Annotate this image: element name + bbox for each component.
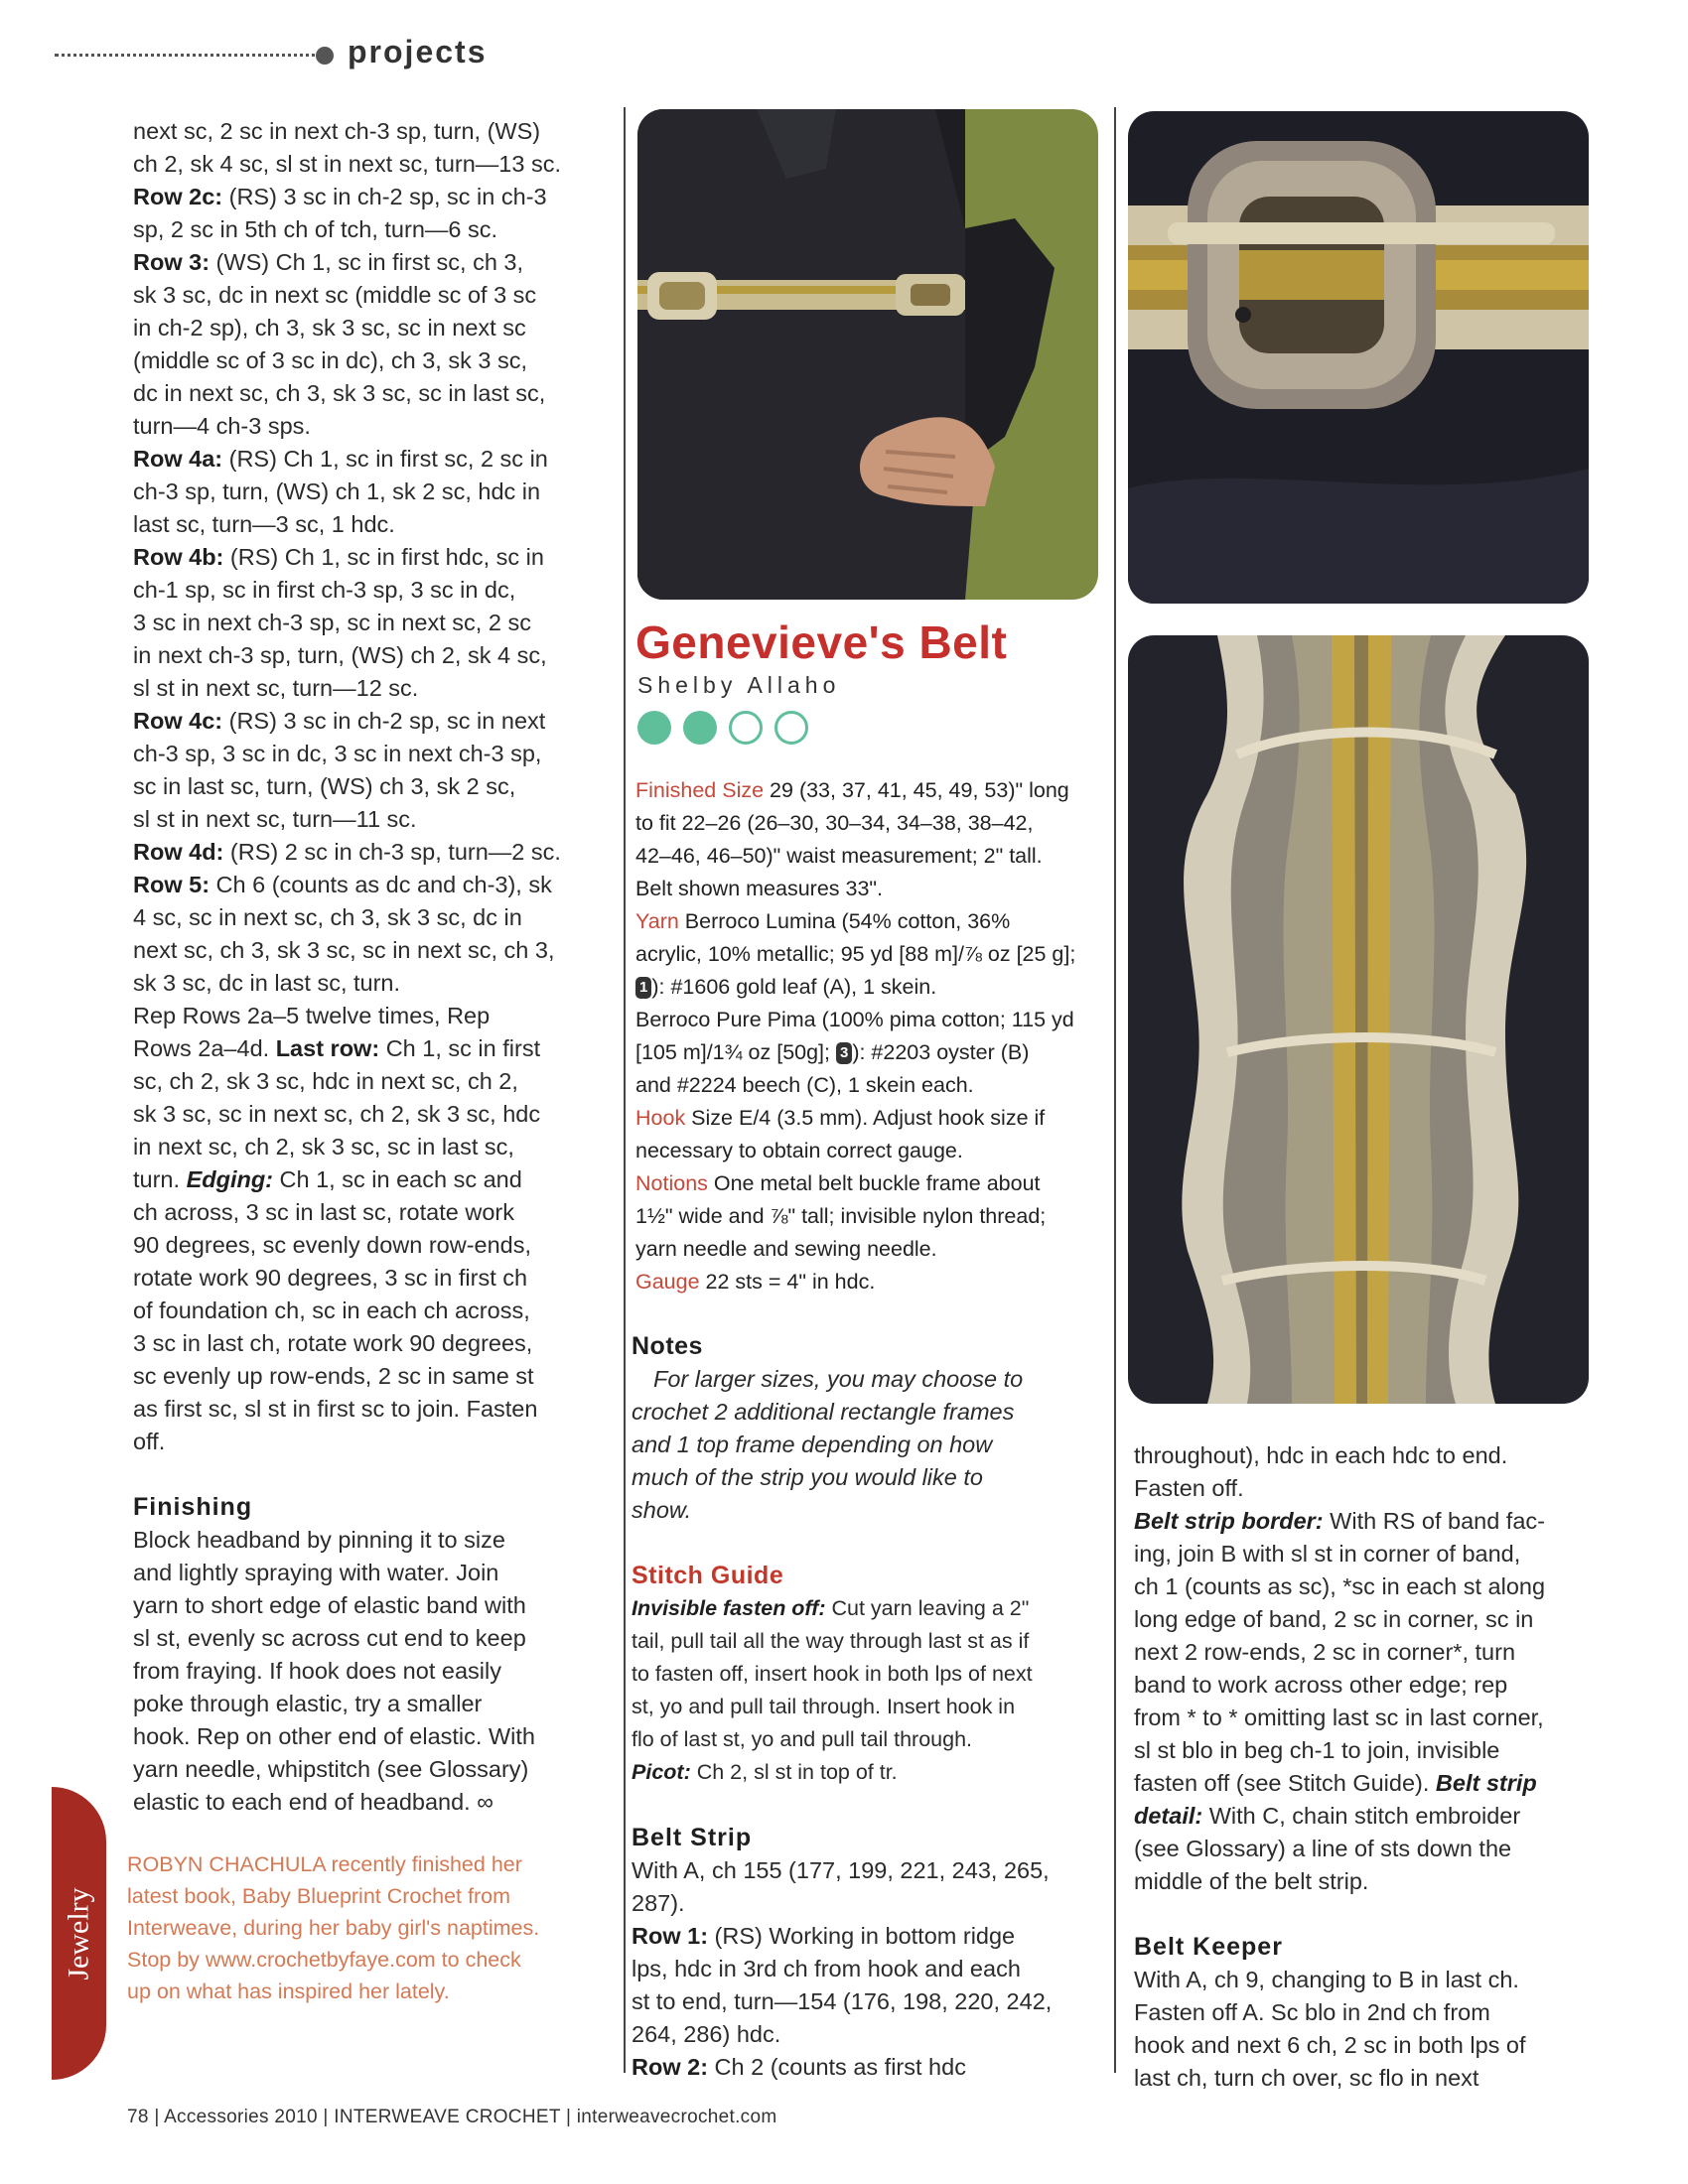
skill-dot-empty — [729, 711, 763, 745]
text-line — [632, 1953, 1106, 1985]
text-run: sk 3 sc, dc in next sc (middle sc of 3 sc — [133, 282, 537, 308]
text-run: Row 5: — [133, 872, 211, 897]
text-run: Ch 2, sl st in top of tr. — [690, 1760, 898, 1784]
materials-line — [635, 938, 1107, 971]
notes-line: For larger sizes, you may choose to — [653, 1366, 1024, 1392]
text-run: last sc, turn—3 sc, 1 hdc. — [133, 511, 395, 537]
text-line — [133, 1032, 610, 1065]
text-run: from * to * omitting last sc in last corner, — [1134, 1705, 1544, 1730]
text-line — [632, 2051, 1106, 2084]
text-line — [133, 410, 610, 443]
text-line: hook. Rep on other end of elastic. With — [133, 1723, 535, 1749]
text-run: as first sc, sl st in first sc to join. Fasten — [133, 1396, 538, 1422]
notes-line: much of the strip you would like to — [632, 1464, 983, 1490]
text-line — [133, 738, 610, 770]
text-line — [1134, 1833, 1601, 1865]
text-run: Cut yarn leaving a 2" — [825, 1596, 1030, 1620]
materials-line — [635, 807, 1107, 840]
text-run: Ch 2 (counts as first hdc — [708, 2054, 966, 2080]
text-run: of foundation ch, sc in each ch across, — [133, 1297, 530, 1323]
yarn-weight-symbol: 3 — [836, 1042, 852, 1064]
bio-line: latest book, Baby Blueprint Crochet from — [127, 1884, 510, 1908]
text-run: rotate work 90 degrees, 3 sc in first ch — [133, 1265, 528, 1291]
text-line — [1134, 1767, 1601, 1800]
text-run: Row 4a: — [133, 446, 223, 472]
text-line — [632, 1854, 1106, 1887]
column-2-instructions — [632, 1330, 1106, 2084]
text-line — [133, 1229, 610, 1262]
notes-text — [632, 1363, 1106, 1527]
stitch-guide-line — [632, 1756, 1106, 1789]
materials-line — [635, 1167, 1107, 1200]
text-run: st, yo and pull tail through. Insert hook in — [632, 1695, 1016, 1718]
stitch-guide-line — [632, 1658, 1106, 1691]
text-line: from fraying. If hook does not easily — [133, 1658, 501, 1684]
text-run: Row 4c: — [133, 708, 223, 734]
text-line: With A, ch 9, changing to B in last ch. — [1134, 1967, 1519, 1992]
text-run: yarn needle and sewing needle. — [635, 1237, 937, 1261]
text-run: Last row: — [275, 1035, 380, 1061]
text-run: (WS) Ch 1, sc in first sc, ch 3, — [210, 249, 524, 275]
text-line — [133, 181, 610, 213]
designer-name: Shelby Allaho — [637, 672, 841, 698]
text-run: With A, ch 155 (177, 199, 221, 243, 265, — [632, 1857, 1050, 1883]
text-run: detail: — [1134, 1803, 1203, 1829]
text-line — [133, 639, 610, 672]
text-line — [133, 1196, 610, 1229]
text-run: Fasten off. — [1134, 1475, 1244, 1501]
text-line — [133, 934, 610, 967]
text-run: ): #1606 gold leaf (A), 1 skein. — [651, 975, 937, 999]
materials-line — [635, 1069, 1107, 1102]
materials-line — [635, 1102, 1107, 1135]
text-run: ing, join B with sl st in corner of band, — [1134, 1541, 1521, 1567]
text-run: in ch-2 sp), ch 3, sk 3 sc, sc in next sc — [133, 315, 526, 341]
text-run: fasten off (see Stitch Guide). — [1134, 1770, 1436, 1796]
text-run: 42–46, 46–50)" waist measurement; 2" tall. — [635, 844, 1043, 868]
text-run: ch-3 sp, turn, (WS) ch 1, sk 2 sc, hdc in — [133, 478, 541, 504]
text-run: dc in next sc, ch 3, sk 3 sc, sc in last sc, — [133, 380, 546, 406]
text-run: turn. — [133, 1166, 187, 1192]
text-run: throughout), hdc in each hdc to end. — [1134, 1442, 1508, 1468]
text-line — [133, 836, 610, 869]
text-run: 29 (33, 37, 41, 45, 49, 53)" long — [764, 778, 1069, 802]
text-run: Yarn — [635, 909, 679, 933]
text-line: poke through elastic, try a smaller — [133, 1691, 483, 1716]
text-run: Notions — [635, 1171, 708, 1195]
text-run: Ch 6 (counts as dc and ch-3), sk — [210, 872, 552, 897]
text-run: Ch 1, sc in each sc and — [273, 1166, 522, 1192]
stitch-guide-line — [632, 1723, 1106, 1756]
text-run: Belt shown measures 33". — [635, 877, 884, 900]
text-line — [133, 574, 610, 607]
text-line — [1134, 1702, 1601, 1734]
text-line — [133, 508, 610, 541]
text-run: 4 sc, sc in next sc, ch 3, sk 3 sc, dc in — [133, 904, 522, 930]
text-line — [133, 869, 610, 901]
text-line — [133, 803, 610, 836]
text-line — [1134, 1538, 1601, 1570]
text-run: Row 1: — [632, 1923, 709, 1949]
text-run: st to end, turn—154 (176, 198, 220, 242, — [632, 1988, 1053, 2014]
text-line — [1134, 1472, 1601, 1505]
column-1 — [133, 115, 610, 1819]
text-line — [133, 672, 610, 705]
stitch-guide-text — [632, 1592, 1106, 1789]
notes-heading: Notes — [632, 1332, 703, 1360]
text-run: sl st in next sc, turn—11 sc. — [133, 806, 417, 832]
text-run: Rep Rows 2a–5 twelve times, Rep — [133, 1003, 491, 1028]
text-run: sc in last sc, turn, (WS) ch 3, sk 2 sc, — [133, 773, 516, 799]
text-run: 22 sts = 4" in hdc. — [699, 1270, 876, 1294]
text-line — [1134, 1800, 1601, 1833]
text-line: sl st, evenly sc across cut end to keep — [133, 1625, 526, 1651]
text-run: sc evenly up row-ends, 2 sc in same st — [133, 1363, 534, 1389]
text-line — [632, 1920, 1106, 1953]
skill-level — [637, 711, 820, 750]
text-line: hook and next 6 ch, 2 sc in both lps of — [1134, 2032, 1526, 2058]
text-run: lps, hdc in 3rd ch from hook and each — [632, 1956, 1021, 1981]
text-run: middle of the belt strip. — [1134, 1868, 1369, 1894]
text-run: long edge of band, 2 sc in corner, sc in — [1134, 1606, 1534, 1632]
text-line — [133, 312, 610, 344]
notes-line: crochet 2 additional rectangle frames — [632, 1399, 1015, 1425]
text-line — [1134, 1734, 1601, 1767]
text-run: Edging: — [186, 1166, 274, 1192]
column-3 — [1134, 1439, 1601, 2095]
notes-line: show. — [632, 1497, 692, 1523]
text-run: (RS) Working in bottom ridge — [708, 1923, 1016, 1949]
materials-line — [635, 905, 1107, 938]
text-run: ch across, 3 sc in last sc, rotate work — [133, 1199, 514, 1225]
text-run: ch-1 sp, sc in first ch-3 sp, 3 sc in dc, — [133, 577, 516, 603]
text-run: 3 sc in next ch-3 sp, sc in next sc, 2 sc — [133, 610, 531, 635]
section-tab-label-wrap — [52, 1787, 106, 2080]
text-run: Belt strip — [1435, 1770, 1537, 1796]
text-line — [1134, 1505, 1601, 1538]
materials-line — [635, 840, 1107, 873]
text-line — [133, 476, 610, 508]
text-run: sl st blo in beg ch-1 to join, invisible — [1134, 1737, 1500, 1763]
text-run: ): #2203 oyster (B) — [852, 1040, 1030, 1064]
text-run: sc, ch 2, sk 3 sc, hdc in next sc, ch 2, — [133, 1068, 518, 1094]
text-line: and lightly spraying with water. Join — [133, 1560, 499, 1585]
text-line — [133, 1000, 610, 1032]
text-line — [133, 541, 610, 574]
text-line — [133, 213, 610, 246]
text-run: Size E/4 (3.5 mm). Adjust hook size if — [685, 1106, 1046, 1130]
text-run: Row 2: — [632, 2054, 709, 2080]
yarn-weight-symbol: 1 — [635, 977, 651, 999]
materials-line — [635, 1135, 1107, 1167]
skill-dot-filled — [637, 711, 671, 745]
text-line — [133, 1295, 610, 1327]
photo-buckle-closeup — [1128, 111, 1589, 604]
text-run: With RS of band fac- — [1323, 1508, 1545, 1534]
section-tab-label: Jewelry — [62, 1886, 95, 1980]
text-run: (middle sc of 3 sc in dc), ch 3, sk 3 sc, — [133, 347, 528, 373]
text-line — [133, 1360, 610, 1393]
text-run: sk 3 sc, sc in next sc, ch 2, sk 3 sc, hdc — [133, 1101, 541, 1127]
section-title: projects — [348, 34, 488, 69]
text-run: Belt strip border: — [1134, 1508, 1324, 1534]
text-run: necessary to obtain correct gauge. — [635, 1139, 963, 1162]
text-run: ch-3 sp, 3 sc in dc, 3 sc in next ch-3 sp, — [133, 741, 542, 766]
materials-line — [635, 1266, 1107, 1298]
finishing-heading: Finishing — [133, 1493, 253, 1521]
text-line — [133, 279, 610, 312]
column-rule-right — [1114, 107, 1116, 2073]
text-run: Berroco Lumina (54% cotton, 36% — [678, 909, 1011, 933]
text-run: (RS) Ch 1, sc in first sc, 2 sc in — [222, 446, 548, 472]
materials-line — [635, 774, 1107, 807]
text-run: (RS) 3 sc in ch-2 sp, sc in ch-3 — [222, 184, 547, 209]
photo-belt-worn — [637, 109, 1098, 600]
text-line — [1134, 1865, 1601, 1898]
text-line — [133, 607, 610, 639]
text-run: 1½" wide and ⅞" tall; invisible nylon thread; — [635, 1204, 1047, 1228]
text-line — [133, 770, 610, 803]
text-line — [133, 115, 610, 148]
belt-strip-continued — [1134, 1439, 1601, 1898]
designer-bio — [127, 1848, 604, 2007]
text-run: Row 4b: — [133, 544, 224, 570]
text-run: (RS) 2 sc in ch-3 sp, turn—2 sc. — [223, 839, 561, 865]
text-line — [133, 901, 610, 934]
stitch-guide-line — [632, 1691, 1106, 1723]
text-run: sk 3 sc, dc in last sc, turn. — [133, 970, 401, 996]
text-run: Picot: — [632, 1760, 691, 1784]
materials-line — [635, 1233, 1107, 1266]
text-run: sl st in next sc, turn—12 sc. — [133, 675, 419, 701]
text-run: to fit 22–26 (26–30, 30–34, 34–38, 38–42, — [635, 811, 1034, 835]
text-line — [133, 443, 610, 476]
text-run: Rows 2a–4d. — [133, 1035, 276, 1061]
text-line: Block headband by pinning it to size — [133, 1527, 505, 1553]
text-run: 90 degrees, sc evenly down row-ends, — [133, 1232, 532, 1258]
stitch-guide-line — [632, 1592, 1106, 1625]
notes-line: and 1 top frame depending on how — [632, 1432, 993, 1457]
text-run: tail, pull tail all the way through last st as if — [632, 1629, 1030, 1653]
header-bullet — [316, 47, 334, 65]
pattern-title: Genevieve's Belt — [635, 616, 1008, 668]
text-run: Ch 1, sc in first — [379, 1035, 541, 1061]
skill-dot-filled — [683, 711, 717, 745]
text-line — [632, 1887, 1106, 1920]
text-line — [1134, 1439, 1601, 1472]
text-line — [133, 1426, 610, 1458]
text-run: Row 2c: — [133, 184, 223, 209]
text-run: 3 sc in last ch, rotate work 90 degrees, — [133, 1330, 533, 1356]
text-run: One metal belt buckle frame about — [707, 1171, 1041, 1195]
text-run: (RS) 3 sc in ch-2 sp, sc in next — [222, 708, 546, 734]
text-run: and #2224 beech (C), 1 skein each. — [635, 1073, 974, 1097]
text-run: Finished Size — [635, 778, 765, 802]
column-rule-left — [624, 107, 626, 2073]
text-line — [632, 2018, 1106, 2051]
text-line: yarn needle, whipstitch (see Glossary) — [133, 1756, 529, 1782]
text-run: Hook — [635, 1106, 686, 1130]
text-run: to fasten off, insert hook in both lps of next — [632, 1662, 1033, 1686]
text-line — [133, 1098, 610, 1131]
text-line: Fasten off A. Sc blo in 2nd ch from — [1134, 1999, 1490, 2025]
materials-list — [635, 774, 1107, 1298]
text-run: 264, 286) hdc. — [632, 2021, 781, 2047]
text-run: in next ch-3 sp, turn, (WS) ch 2, sk 4 sc, — [133, 642, 547, 668]
text-run: ch 2, sk 4 sc, sl st in next sc, turn—13 sc. — [133, 151, 561, 177]
text-run: next sc, ch 3, sk 3 sc, sc in next sc, ch 3, — [133, 937, 555, 963]
header-dotted-rule — [55, 54, 323, 57]
text-run: next sc, 2 sc in next ch-3 sp, turn, (WS) — [133, 118, 541, 144]
text-line — [632, 1985, 1106, 2018]
skill-dot-empty — [774, 711, 808, 745]
text-line — [133, 1065, 610, 1098]
bio-line: Interweave, during her baby girl's naptimes. — [127, 1916, 540, 1940]
text-run: [105 m]/1¾ oz [50g]; — [635, 1040, 836, 1064]
text-line — [133, 1262, 610, 1295]
text-line: elastic to each end of headband. ∞ — [133, 1789, 493, 1815]
materials-line — [635, 873, 1107, 905]
text-run: Berroco Pure Pima (100% pima cotton; 115 yd — [635, 1008, 1074, 1031]
text-run: (RS) Ch 1, sc in first hdc, sc in — [223, 544, 544, 570]
text-run: sp, 2 sc in 5th ch of tch, turn—6 sc. — [133, 216, 498, 242]
text-line — [1134, 1603, 1601, 1636]
text-run: Gauge — [635, 1270, 700, 1294]
text-line — [133, 1131, 610, 1163]
text-run: off. — [133, 1429, 166, 1454]
text-line — [133, 344, 610, 377]
text-line — [133, 377, 610, 410]
materials-line — [635, 1036, 1107, 1069]
materials-line — [635, 1004, 1107, 1036]
text-run: in next sc, ch 2, sk 3 sc, sc in last sc, — [133, 1134, 514, 1160]
text-run: With C, chain stitch embroider — [1202, 1803, 1521, 1829]
text-line — [133, 148, 610, 181]
bio-line: up on what has inspired her lately. — [127, 1979, 450, 2003]
bio-line: Stop by www.crochetbyfaye.com to check — [127, 1948, 521, 1972]
text-run: next 2 row-ends, 2 sc in corner*, turn — [1134, 1639, 1516, 1665]
materials-line — [635, 1200, 1107, 1233]
text-run: Invisible fasten off: — [632, 1596, 826, 1620]
text-line: yarn to short edge of elastic band with — [133, 1592, 526, 1618]
belt-keeper-heading: Belt Keeper — [1134, 1933, 1283, 1961]
text-run: turn—4 ch-3 sps. — [133, 413, 311, 439]
stitch-guide-line — [632, 1625, 1106, 1658]
text-run: acrylic, 10% metallic; 95 yd [88 m]/⅞ oz [25 g]; — [635, 942, 1076, 966]
text-line — [133, 246, 610, 279]
text-run: band to work across other edge; rep — [1134, 1672, 1508, 1698]
photo-strip-detail — [1128, 635, 1589, 1404]
text-line — [1134, 1669, 1601, 1702]
text-line — [1134, 1636, 1601, 1669]
text-run: 287). — [632, 1890, 685, 1916]
text-line — [133, 1393, 610, 1426]
text-line — [133, 705, 610, 738]
materials-line — [635, 971, 1107, 1004]
text-run: flo of last st, yo and pull tail through. — [632, 1727, 973, 1751]
text-line — [133, 1163, 610, 1196]
text-run: ch 1 (counts as sc), *sc in each st along — [1134, 1573, 1546, 1599]
belt-strip-text — [632, 1854, 1106, 2084]
text-run: (see Glossary) a line of sts down the — [1134, 1836, 1512, 1861]
text-run: Row 3: — [133, 249, 211, 275]
instructions-continued — [133, 115, 610, 1458]
belt-strip-heading: Belt Strip — [632, 1824, 753, 1851]
text-line — [133, 1327, 610, 1360]
text-run: Row 4d: — [133, 839, 224, 865]
finishing-text — [133, 1524, 610, 1819]
bio-line: ROBYN CHACHULA recently finished her — [127, 1852, 522, 1876]
page-footer: 78 | Accessories 2010 | INTERWEAVE CROCHET | interweavecrochet.com — [127, 2107, 777, 2127]
belt-keeper-text — [1134, 1964, 1601, 2095]
text-line: last ch, turn ch over, sc flo in next — [1134, 2065, 1479, 2091]
stitch-guide-heading: Stitch Guide — [632, 1562, 784, 1589]
text-line — [133, 967, 610, 1000]
text-line — [1134, 1570, 1601, 1603]
